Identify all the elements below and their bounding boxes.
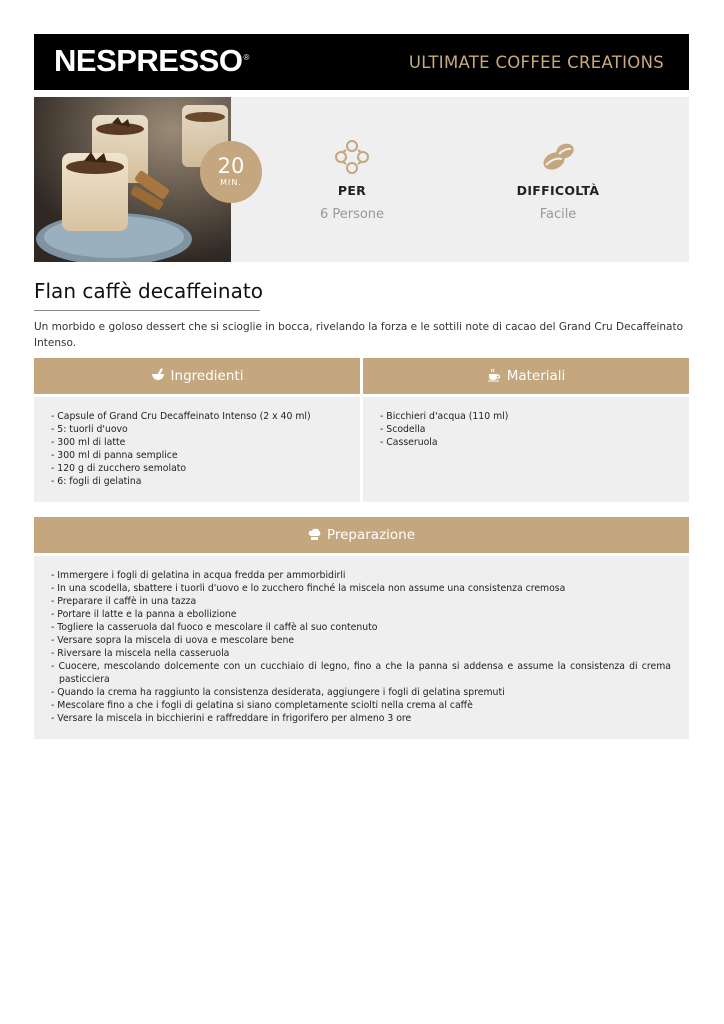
title-divider: [34, 310, 260, 311]
list-item: - Versare la miscela in bicchierini e raffreddare in frigorifero per almeno 3 ore: [51, 713, 412, 724]
servings-label: PER: [337, 183, 367, 198]
logo-registered-mark: ®: [243, 52, 249, 62]
difficulty-value: Facile: [539, 207, 577, 222]
coffee-beans-icon: [538, 137, 578, 177]
servings-stat: [277, 137, 427, 222]
servings-value: 6 Persone: [319, 207, 385, 222]
list-item: - Capsule of Grand Cru Decaffeinato Intenso (2 x 40 ml): [51, 411, 311, 422]
list-item: - Casseruola: [380, 437, 438, 448]
list-item: - 300 ml di panna semplice: [51, 450, 178, 461]
materials-list: [380, 410, 680, 449]
list-item: - 6: fogli di gelatina: [51, 476, 142, 487]
people-icon: [332, 137, 372, 177]
mortar-icon: [151, 368, 165, 382]
materials-heading: Materiali: [506, 368, 566, 384]
list-item: - In una scodella, sbattere i tuorli d'uovo e lo zucchero finché la miscela non assume una consistenza cremosa: [51, 583, 566, 594]
list-item: - Quando la crema ha raggiunto la consistenza desiderata, aggiungere i fogli di gelatina spremuti: [51, 687, 505, 698]
list-item: - Preparare il caffè in una tazza: [51, 596, 197, 607]
list-item: - Scodella: [380, 424, 426, 435]
ingredients-heading: Ingredienti: [170, 368, 244, 384]
list-item: - Versare sopra la miscela di uova e mescolare bene: [51, 635, 295, 646]
recipe-intro: Un morbido e goloso dessert che si scioglie in bocca, rivelando la forza e le sottili note di cacao del Grand Cru Decaffeinato Intenso.: [34, 321, 684, 349]
list-item: - 5: tuorli d'uovo: [51, 424, 128, 435]
header-tagline: ULTIMATE COFFEE CREATIONS: [408, 53, 664, 72]
difficulty-label: DIFFICOLTÀ: [516, 183, 600, 198]
recipe-title: Flan caffè decaffeinato: [34, 279, 263, 303]
prep-time-value: 20: [217, 154, 245, 178]
preparation-header: [34, 517, 689, 553]
cup-icon: [487, 368, 501, 382]
preparation-heading: Preparazione: [326, 527, 416, 543]
list-item: - 300 ml di latte: [51, 437, 126, 448]
difficulty-stat: [483, 137, 633, 222]
preparation-steps: [51, 569, 671, 725]
header-bar: [34, 34, 689, 90]
ingredients-header: [34, 358, 360, 394]
materials-panel: [363, 397, 689, 502]
list-item: - 120 g di zucchero semolato: [51, 463, 187, 474]
list-item: - Riversare la miscela nella casseruola: [51, 648, 230, 659]
list-item: - Portare il latte e la panna a ebollizione: [51, 609, 237, 620]
list-item: - Immergere i fogli di gelatina in acqua fredda per ammorbidirli: [51, 570, 346, 581]
materials-header: [363, 358, 689, 394]
list-item: - Mescolare fino a che i fogli di gelatina si siano completamente sciolti nella crema al caffè: [51, 700, 473, 711]
ingredients-list: [51, 410, 351, 488]
preparation-panel: [34, 556, 689, 739]
ingredients-panel: [34, 397, 360, 502]
recipe-summary: [34, 97, 689, 262]
prep-time-unit: MIN.: [220, 178, 242, 187]
list-item: - Cuocere, mescolando dolcemente con un cucchiaio di legno, fino a che la panna si addensa e assume la consistenza di crema pasticciera: [51, 661, 671, 685]
list-item: - Togliere la casseruola dal fuoco e mescolare il caffè al suo contenuto: [51, 622, 378, 633]
list-item: - Bicchieri d'acqua (110 ml): [380, 411, 509, 422]
prep-time-badge: [200, 141, 262, 203]
chef-hat-icon: [308, 528, 321, 541]
nespresso-logo: [54, 43, 249, 79]
logo-text: NESPRESSO: [54, 43, 243, 78]
